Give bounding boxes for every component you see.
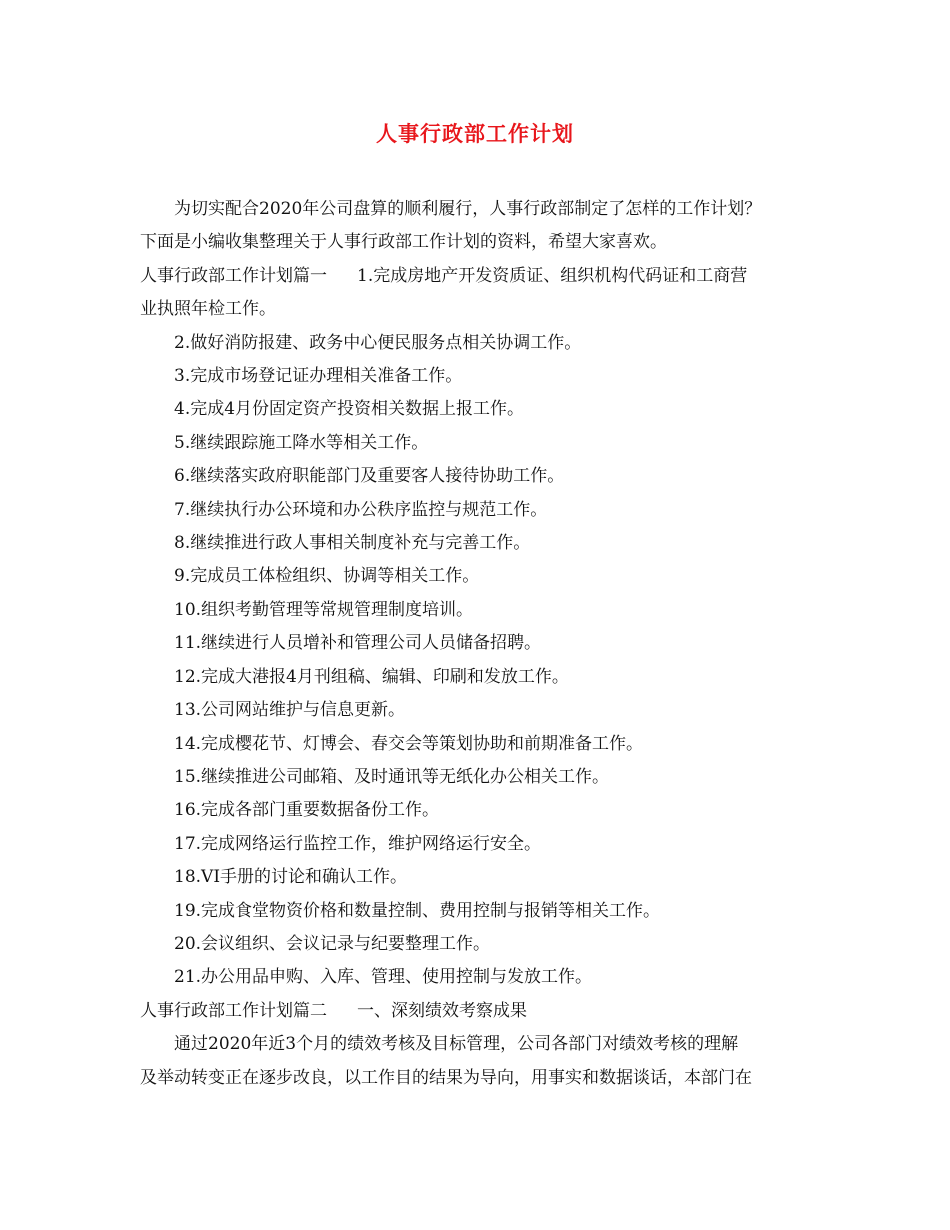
list-item: 10.组织考勤管理等常规管理制度培训。 bbox=[174, 599, 474, 620]
list-item: 13.公司网站维护与信息更新。 bbox=[174, 700, 406, 721]
list-item: 16.完成各部门重要数据备份工作。 bbox=[174, 800, 440, 821]
section1-heading-line bbox=[140, 260, 820, 293]
list-item: 5.继续跟踪施工降水等相关工作。 bbox=[174, 432, 429, 453]
section2-heading: 人事行政部工作计划篇二 bbox=[140, 1000, 327, 1021]
list-item: 4.完成4月份固定资产投资相关数据上报工作。 bbox=[174, 399, 525, 420]
document-title: 人事行政部工作计划 bbox=[376, 121, 574, 146]
list-item: 11.继续进行人员增补和管理公司人员储备招聘。 bbox=[174, 633, 542, 654]
list-item: 2.做好消防报建、政务中心便民服务点相关协调工作。 bbox=[174, 332, 582, 353]
section2-paragraph-line-1: 通过2020年近3个月的绩效考核及目标管理，公司各部门对绩效考核的理解 bbox=[174, 1034, 739, 1055]
list-item: 20.会议组织、会议记录与纪要整理工作。 bbox=[174, 933, 491, 954]
list-item: 18.VI手册的讨论和确认工作。 bbox=[174, 867, 408, 888]
list-item: 19.完成食堂物资价格和数量控制、费用控制与报销等相关工作。 bbox=[174, 900, 661, 921]
list-item: 7.继续执行办公环境和办公秩序监控与规范工作。 bbox=[174, 499, 548, 520]
list-item: 9.完成员工体检组织、协调等相关工作。 bbox=[174, 566, 480, 587]
section2-subheading: 一、深刻绩效考察成果 bbox=[357, 1000, 527, 1021]
section2-paragraph-line-2: 及举动转变正在逐步改良，以工作目的结果为导向，用事实和数据谈话，本部门在 bbox=[140, 1067, 752, 1088]
intro-line-2: 下面是小编收集整理关于人事行政部工作计划的资料，希望大家喜欢。 bbox=[140, 232, 667, 253]
section1-item-1-continued: 业执照年检工作。 bbox=[140, 299, 276, 320]
list-item: 12.完成大港报4月刊组稿、编辑、印刷和发放工作。 bbox=[174, 666, 569, 687]
list-item: 8.继续推进行政人事相关制度补充与完善工作。 bbox=[174, 533, 531, 554]
list-item: 6.继续落实政府职能部门及重要客人接待协助工作。 bbox=[174, 466, 565, 487]
document-body bbox=[140, 193, 820, 1095]
list-item: 15.继续推进公司邮箱、及时通讯等无纸化办公相关工作。 bbox=[174, 766, 610, 787]
list-item: 17.完成网络运行监控工作，维护网络运行安全。 bbox=[174, 833, 542, 854]
section1-heading: 人事行政部工作计划篇一 bbox=[140, 265, 327, 286]
intro-line-1: 为切实配合2020年公司盘算的顺利履行，人事行政部制定了怎样的工作计划？ bbox=[174, 199, 762, 219]
list-item: 14.完成樱花节、灯博会、春交会等策划协助和前期准备工作。 bbox=[174, 733, 644, 754]
list-item: 3.完成市场登记证办理相关准备工作。 bbox=[174, 366, 463, 387]
section2-heading-line bbox=[140, 995, 820, 1028]
list-item: 21.办公用品申购、入库、管理、使用控制与发放工作。 bbox=[174, 967, 593, 988]
section1-item-1: 1.完成房地产开发资质证、组织机构代码证和工商营 bbox=[357, 265, 748, 286]
